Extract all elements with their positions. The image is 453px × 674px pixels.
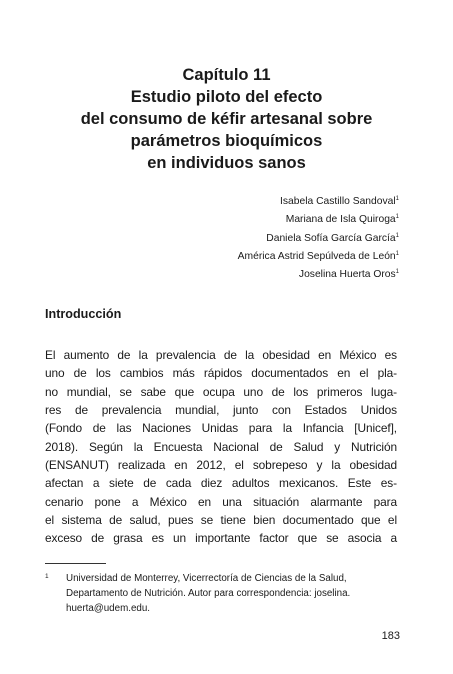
author-name: Daniela Sofía García García — [266, 232, 396, 244]
paragraph-line: res de prevalencia mundial, junto con Estados Unidos — [45, 403, 397, 418]
paragraph-line: 2018). Según la Encuesta Nacional de Salud y Nutrición — [45, 439, 397, 454]
paragraph-line: (ENSANUT) realizada en 2012, el sobrepeso y la obesidad — [45, 458, 397, 473]
chapter-title-line: en individuos sanos — [147, 154, 306, 172]
paragraph-line: exceso de grasa es un importante factor que se asocia a — [45, 531, 397, 546]
footnote — [45, 571, 400, 617]
author-name: América Astrid Sepúlveda de León — [237, 250, 396, 262]
chapter-title — [0, 64, 453, 174]
footnote-text — [66, 571, 400, 617]
page-number: 183 — [381, 630, 400, 642]
author-list — [238, 193, 399, 284]
author-affiliation-marker: 1 — [395, 250, 399, 257]
author-name: Joselina Huerta Oros — [298, 269, 396, 281]
paragraph-line: no mundial, se sabe que ocupa uno de los primeros luga- — [45, 384, 397, 399]
chapter-title-line: parámetros bioquímicos — [130, 132, 323, 150]
paragraph-line: el sistema de salud, pues se tiene bien documentado que el — [45, 513, 397, 528]
author — [238, 230, 399, 248]
author-affiliation-marker: 1 — [395, 269, 399, 276]
author-affiliation-marker: 1 — [395, 196, 399, 202]
section-heading: Introducción — [45, 307, 122, 321]
footnote-line: huerta@udem.edu. — [66, 603, 151, 615]
chapter-number: Capítulo 11 — [182, 66, 271, 84]
author-name: Isabela Castillo Sandoval — [280, 196, 396, 207]
paragraph-line: afectan a siete de cada diez adultos mexicanos. Este es- — [45, 476, 397, 491]
footnote-divider — [45, 563, 106, 564]
footnote-marker: 1 — [45, 573, 49, 580]
paragraph-line: uno de los cambios más rápidos documentados en el pla- — [45, 366, 397, 381]
author-name: Mariana de Isla Quiroga — [285, 214, 396, 226]
author — [238, 211, 399, 229]
author — [238, 248, 399, 266]
author — [238, 266, 399, 284]
footnote-line: Universidad de Monterrey, Vicerrectoría de Ciencias de la Salud, — [66, 573, 347, 584]
chapter-title-line: del consumo de kéfir artesanal sobre — [80, 110, 373, 128]
body-paragraph — [45, 346, 397, 548]
chapter-title-line: Estudio piloto del efecto — [130, 88, 323, 106]
paragraph-line: cenario pone a México en una situación alarmante para — [45, 494, 397, 509]
author-affiliation-marker: 1 — [395, 232, 399, 239]
author-affiliation-marker: 1 — [395, 214, 399, 221]
paragraph-line: (Fondo de las Naciones Unidas para la Infancia [Unicef], — [45, 421, 397, 436]
author — [238, 193, 399, 211]
footnote-line: Departamento de Nutrición. Autor para correspondencia: joselina. — [66, 588, 351, 600]
paragraph-line: El aumento de la prevalencia de la obesidad en México es — [45, 348, 397, 362]
